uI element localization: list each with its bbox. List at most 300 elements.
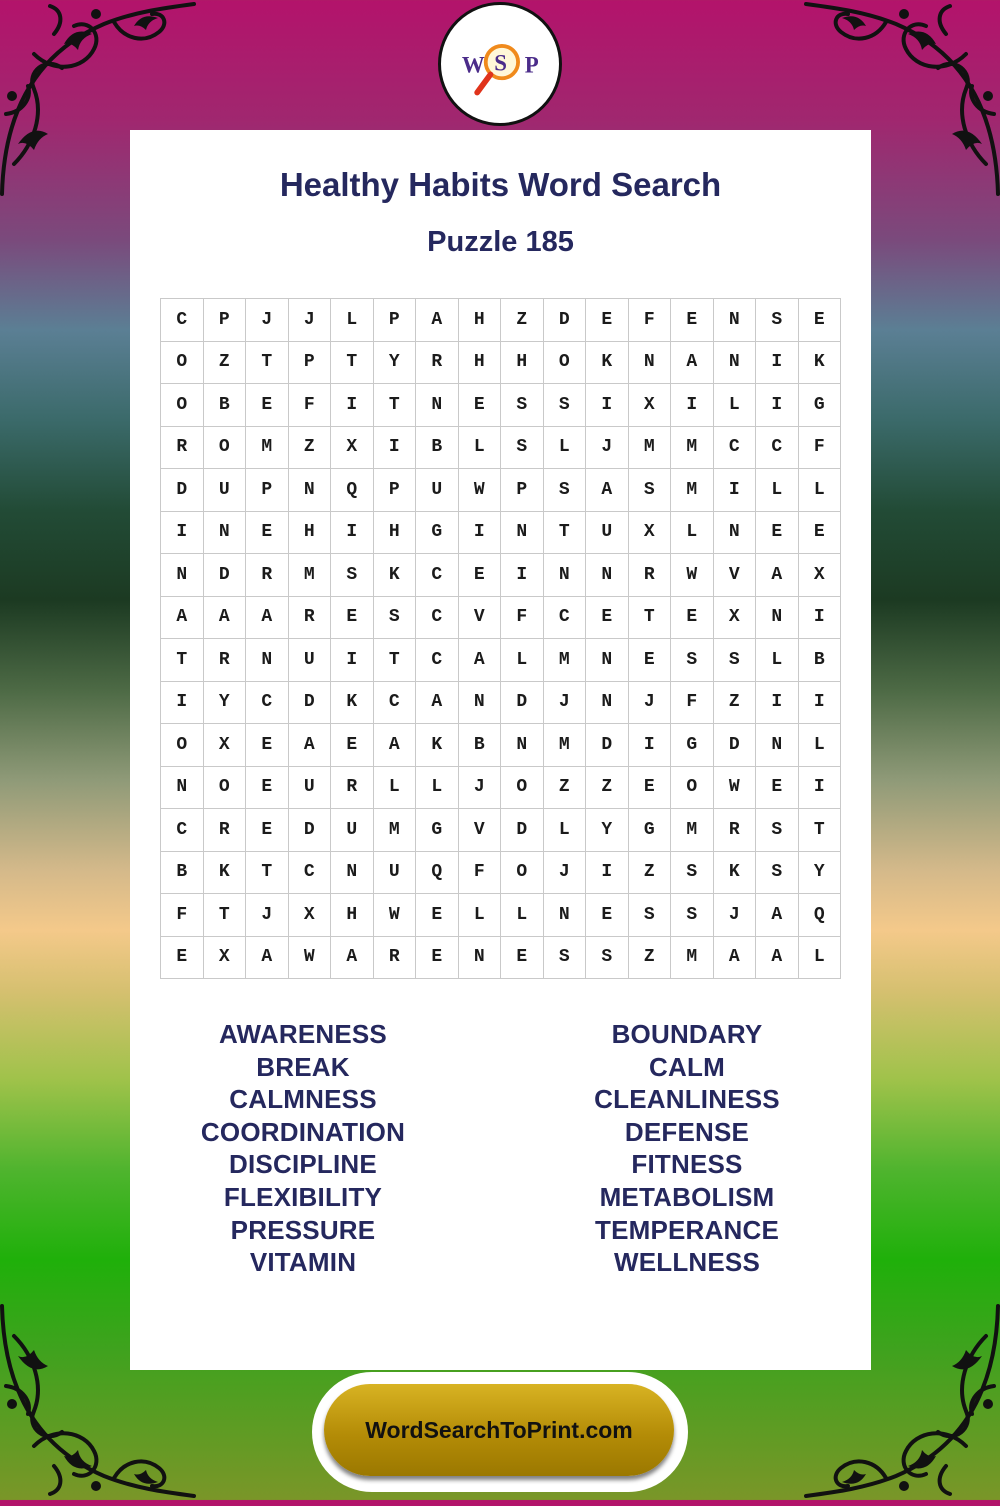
grid-cell[interactable]: S: [713, 639, 756, 682]
grid-cell[interactable]: I: [586, 384, 629, 427]
grid-cell[interactable]: E: [628, 766, 671, 809]
grid-cell[interactable]: N: [458, 936, 501, 979]
grid-cell[interactable]: L: [713, 384, 756, 427]
grid-cell[interactable]: M: [246, 426, 289, 469]
grid-cell[interactable]: A: [161, 596, 204, 639]
grid-cell[interactable]: E: [671, 596, 714, 639]
grid-cell[interactable]: Y: [373, 341, 416, 384]
grid-cell[interactable]: L: [458, 426, 501, 469]
grid-cell[interactable]: A: [373, 724, 416, 767]
grid-cell[interactable]: X: [331, 426, 374, 469]
grid-cell[interactable]: T: [543, 511, 586, 554]
grid-cell[interactable]: K: [373, 554, 416, 597]
grid-cell[interactable]: F: [501, 596, 544, 639]
grid-cell[interactable]: U: [586, 511, 629, 554]
grid-cell[interactable]: F: [161, 894, 204, 937]
word-item: BOUNDARY: [611, 1019, 763, 1049]
grid-cell[interactable]: Z: [628, 936, 671, 979]
grid-row: [161, 936, 841, 979]
grid-cell[interactable]: E: [671, 299, 714, 342]
grid-cell[interactable]: D: [543, 299, 586, 342]
grid-cell[interactable]: E: [756, 511, 799, 554]
grid-cell[interactable]: C: [416, 554, 459, 597]
grid-cell[interactable]: O: [161, 724, 204, 767]
grid-row: [161, 851, 841, 894]
grid-cell[interactable]: P: [501, 469, 544, 512]
grid-cell[interactable]: T: [798, 809, 841, 852]
page-title: Healthy Habits Word Search: [279, 166, 722, 203]
grid-cell[interactable]: L: [501, 639, 544, 682]
grid-cell[interactable]: X: [628, 384, 671, 427]
grid-cell[interactable]: N: [458, 681, 501, 724]
grid-cell[interactable]: K: [416, 724, 459, 767]
grid-cell[interactable]: Z: [628, 851, 671, 894]
wsp-logo: [438, 2, 562, 126]
word-item: BREAK: [256, 1051, 350, 1082]
grid-cell[interactable]: I: [373, 426, 416, 469]
grid-cell[interactable]: U: [331, 809, 374, 852]
grid-cell[interactable]: N: [501, 724, 544, 767]
grid-cell[interactable]: H: [288, 511, 331, 554]
grid-cell[interactable]: E: [756, 766, 799, 809]
grid-cell[interactable]: R: [416, 341, 459, 384]
puzzle-number: Puzzle 185: [427, 226, 574, 258]
grid-cell[interactable]: L: [543, 426, 586, 469]
grid-cell[interactable]: W: [458, 469, 501, 512]
grid-cell[interactable]: R: [713, 809, 756, 852]
grid-cell[interactable]: R: [161, 426, 204, 469]
word-item: CALM: [649, 1051, 725, 1082]
grid-cell[interactable]: A: [458, 639, 501, 682]
grid-row: [161, 681, 841, 724]
grid-cell[interactable]: C: [373, 681, 416, 724]
grid-cell[interactable]: O: [161, 384, 204, 427]
grid-cell[interactable]: E: [246, 809, 289, 852]
grid-row: [161, 469, 841, 512]
svg-text:W: W: [461, 52, 485, 78]
grid-cell[interactable]: L: [416, 766, 459, 809]
word-item: AWARENESS: [219, 1019, 387, 1049]
grid-cell[interactable]: E: [586, 299, 629, 342]
grid-cell[interactable]: Z: [586, 766, 629, 809]
grid-row: [161, 511, 841, 554]
word-item: DISCIPLINE: [229, 1149, 377, 1180]
grid-cell[interactable]: Z: [543, 766, 586, 809]
grid-cell[interactable]: K: [203, 851, 246, 894]
grid-cell[interactable]: Z: [203, 341, 246, 384]
grid-cell[interactable]: N: [543, 894, 586, 937]
grid-cell[interactable]: T: [246, 341, 289, 384]
grid-cell[interactable]: J: [713, 894, 756, 937]
grid-cell[interactable]: C: [416, 596, 459, 639]
grid-cell[interactable]: E: [458, 554, 501, 597]
grid-cell[interactable]: X: [288, 894, 331, 937]
site-url[interactable]: WordSearchToPrint.com: [365, 1416, 633, 1443]
grid-cell[interactable]: E: [628, 639, 671, 682]
grid-cell[interactable]: S: [373, 596, 416, 639]
word-item: CLEANLINESS: [594, 1084, 780, 1115]
grid-cell[interactable]: N: [416, 384, 459, 427]
grid-cell[interactable]: W: [671, 554, 714, 597]
grid-cell[interactable]: U: [373, 851, 416, 894]
grid-cell[interactable]: A: [331, 936, 374, 979]
grid-cell[interactable]: N: [586, 639, 629, 682]
grid-cell[interactable]: H: [458, 299, 501, 342]
grid-cell[interactable]: R: [203, 639, 246, 682]
grid-cell[interactable]: N: [161, 766, 204, 809]
grid-cell[interactable]: J: [543, 851, 586, 894]
grid-cell[interactable]: V: [458, 809, 501, 852]
grid-cell[interactable]: O: [203, 766, 246, 809]
grid-cell[interactable]: A: [756, 936, 799, 979]
grid-cell[interactable]: E: [246, 511, 289, 554]
grid-row: [161, 894, 841, 937]
grid-cell[interactable]: X: [203, 936, 246, 979]
grid-cell[interactable]: S: [756, 299, 799, 342]
grid-cell[interactable]: F: [628, 299, 671, 342]
grid-cell[interactable]: Q: [798, 894, 841, 937]
grid-cell[interactable]: N: [586, 681, 629, 724]
grid-cell[interactable]: E: [586, 596, 629, 639]
grid-cell[interactable]: S: [671, 851, 714, 894]
grid-cell[interactable]: C: [543, 596, 586, 639]
grid-row: [161, 384, 841, 427]
grid-cell[interactable]: T: [373, 384, 416, 427]
grid-cell[interactable]: E: [246, 766, 289, 809]
grid-cell[interactable]: T: [246, 851, 289, 894]
grid-cell[interactable]: G: [671, 724, 714, 767]
grid-cell[interactable]: I: [161, 681, 204, 724]
grid-cell[interactable]: A: [713, 936, 756, 979]
grid-cell[interactable]: G: [416, 809, 459, 852]
grid-cell[interactable]: T: [331, 341, 374, 384]
grid-cell[interactable]: I: [798, 681, 841, 724]
grid-cell[interactable]: Z: [501, 299, 544, 342]
grid-cell[interactable]: F: [458, 851, 501, 894]
grid-cell[interactable]: H: [373, 511, 416, 554]
grid-cell[interactable]: T: [203, 894, 246, 937]
grid-row: [161, 554, 841, 597]
grid-cell[interactable]: N: [713, 511, 756, 554]
grid-cell[interactable]: I: [331, 511, 374, 554]
grid-cell[interactable]: O: [501, 851, 544, 894]
grid-cell[interactable]: S: [501, 426, 544, 469]
grid-cell[interactable]: C: [416, 639, 459, 682]
grid-cell[interactable]: B: [416, 426, 459, 469]
grid-cell[interactable]: N: [331, 851, 374, 894]
grid-cell[interactable]: X: [628, 511, 671, 554]
grid-cell[interactable]: D: [713, 724, 756, 767]
word-item: COORDINATION: [200, 1116, 406, 1147]
word-list-right: [502, 1018, 872, 1279]
grid-cell[interactable]: D: [288, 809, 331, 852]
svg-text:P: P: [524, 52, 539, 78]
word-item: VITAMIN: [249, 1247, 357, 1278]
grid-cell[interactable]: R: [288, 596, 331, 639]
grid-cell[interactable]: R: [628, 554, 671, 597]
grid-cell[interactable]: Y: [586, 809, 629, 852]
grid-cell[interactable]: A: [671, 341, 714, 384]
grid-cell[interactable]: C: [713, 426, 756, 469]
grid-cell[interactable]: N: [161, 554, 204, 597]
grid-cell[interactable]: A: [586, 469, 629, 512]
grid-cell[interactable]: B: [458, 724, 501, 767]
grid-cell[interactable]: K: [713, 851, 756, 894]
grid-cell[interactable]: Y: [798, 851, 841, 894]
grid-cell[interactable]: D: [203, 554, 246, 597]
grid-cell[interactable]: E: [246, 724, 289, 767]
grid-cell[interactable]: J: [246, 894, 289, 937]
grid-cell[interactable]: L: [671, 511, 714, 554]
grid-cell[interactable]: A: [246, 936, 289, 979]
grid-cell[interactable]: I: [586, 851, 629, 894]
grid-cell[interactable]: L: [798, 936, 841, 979]
grid-cell[interactable]: I: [161, 511, 204, 554]
grid-cell[interactable]: A: [246, 596, 289, 639]
grid-cell[interactable]: X: [203, 724, 246, 767]
grid-cell[interactable]: G: [416, 511, 459, 554]
grid-row: [161, 724, 841, 767]
grid-cell[interactable]: E: [416, 936, 459, 979]
word-item: METABOLISM: [599, 1181, 775, 1212]
grid-cell[interactable]: P: [373, 299, 416, 342]
grid-cell[interactable]: N: [628, 341, 671, 384]
grid-cell[interactable]: S: [628, 894, 671, 937]
grid-cell[interactable]: O: [161, 341, 204, 384]
grid-cell[interactable]: T: [628, 596, 671, 639]
grid-cell[interactable]: F: [798, 426, 841, 469]
grid-cell[interactable]: H: [458, 341, 501, 384]
grid-cell[interactable]: S: [671, 639, 714, 682]
grid-cell[interactable]: L: [756, 639, 799, 682]
grid-cell[interactable]: S: [331, 554, 374, 597]
grid-cell[interactable]: E: [798, 511, 841, 554]
grid-cell[interactable]: I: [756, 384, 799, 427]
grid-cell[interactable]: I: [331, 384, 374, 427]
grid-cell[interactable]: L: [543, 809, 586, 852]
grid-cell[interactable]: Y: [203, 681, 246, 724]
grid-cell[interactable]: G: [798, 384, 841, 427]
grid-cell[interactable]: Q: [331, 469, 374, 512]
grid-cell[interactable]: P: [373, 469, 416, 512]
grid-cell[interactable]: P: [246, 469, 289, 512]
grid-row: [161, 299, 841, 342]
grid-row: [161, 766, 841, 809]
grid-row: [161, 639, 841, 682]
grid-cell[interactable]: C: [161, 299, 204, 342]
grid-cell[interactable]: U: [416, 469, 459, 512]
grid-cell[interactable]: M: [543, 639, 586, 682]
grid-cell[interactable]: H: [331, 894, 374, 937]
grid-cell[interactable]: L: [331, 299, 374, 342]
grid-cell[interactable]: A: [756, 894, 799, 937]
grid-cell[interactable]: D: [161, 469, 204, 512]
grid-cell[interactable]: J: [458, 766, 501, 809]
grid-cell[interactable]: N: [713, 299, 756, 342]
grid-cell[interactable]: E: [416, 894, 459, 937]
grid-cell[interactable]: I: [458, 511, 501, 554]
grid-cell[interactable]: B: [798, 639, 841, 682]
grid-cell[interactable]: H: [501, 341, 544, 384]
grid-cell[interactable]: O: [203, 426, 246, 469]
grid-cell[interactable]: N: [586, 554, 629, 597]
grid-cell[interactable]: N: [203, 511, 246, 554]
grid-cell[interactable]: X: [798, 554, 841, 597]
grid-cell[interactable]: M: [628, 426, 671, 469]
grid-cell[interactable]: L: [798, 469, 841, 512]
grid-cell[interactable]: K: [798, 341, 841, 384]
grid-cell[interactable]: D: [288, 681, 331, 724]
grid-cell[interactable]: W: [288, 936, 331, 979]
grid-cell[interactable]: D: [501, 809, 544, 852]
grid-cell[interactable]: W: [373, 894, 416, 937]
word-item: PRESSURE: [230, 1214, 376, 1245]
grid-cell[interactable]: S: [628, 469, 671, 512]
grid-row: [161, 809, 841, 852]
grid-cell[interactable]: N: [713, 341, 756, 384]
word-list-left: [118, 1018, 488, 1279]
grid-cell[interactable]: R: [203, 809, 246, 852]
grid-cell[interactable]: W: [713, 766, 756, 809]
grid-cell[interactable]: N: [756, 724, 799, 767]
grid-cell[interactable]: G: [628, 809, 671, 852]
grid-cell[interactable]: S: [543, 384, 586, 427]
grid-cell[interactable]: U: [288, 766, 331, 809]
grid-cell[interactable]: C: [288, 851, 331, 894]
grid-cell[interactable]: M: [543, 724, 586, 767]
grid-cell[interactable]: E: [798, 299, 841, 342]
grid-cell[interactable]: A: [756, 554, 799, 597]
word-item: TEMPERANCE: [594, 1214, 779, 1245]
grid-row: [161, 426, 841, 469]
grid-cell[interactable]: I: [671, 384, 714, 427]
grid-cell[interactable]: O: [501, 766, 544, 809]
grid-row: [161, 596, 841, 639]
grid-cell[interactable]: C: [756, 426, 799, 469]
grid-cell[interactable]: I: [501, 554, 544, 597]
grid-cell[interactable]: L: [798, 724, 841, 767]
grid-cell[interactable]: S: [501, 384, 544, 427]
grid-cell[interactable]: D: [586, 724, 629, 767]
grid-cell[interactable]: R: [331, 766, 374, 809]
grid-cell[interactable]: M: [288, 554, 331, 597]
grid-cell[interactable]: S: [756, 851, 799, 894]
grid-cell[interactable]: F: [288, 384, 331, 427]
grid-cell[interactable]: S: [543, 936, 586, 979]
grid-cell[interactable]: L: [458, 894, 501, 937]
grid-cell[interactable]: E: [501, 936, 544, 979]
grid-cell[interactable]: J: [246, 299, 289, 342]
grid-cell[interactable]: N: [246, 639, 289, 682]
grid-cell[interactable]: O: [543, 341, 586, 384]
grid-cell[interactable]: M: [671, 426, 714, 469]
grid-cell[interactable]: Z: [713, 681, 756, 724]
grid-cell[interactable]: S: [543, 469, 586, 512]
grid-cell[interactable]: L: [501, 894, 544, 937]
grid-cell[interactable]: E: [331, 724, 374, 767]
grid-cell[interactable]: D: [501, 681, 544, 724]
svg-text:S: S: [494, 50, 507, 76]
grid-cell[interactable]: K: [586, 341, 629, 384]
grid-cell[interactable]: E: [586, 894, 629, 937]
grid-cell[interactable]: M: [671, 809, 714, 852]
grid-cell[interactable]: V: [713, 554, 756, 597]
grid-cell[interactable]: N: [543, 554, 586, 597]
grid-cell[interactable]: J: [288, 299, 331, 342]
grid-cell[interactable]: U: [288, 639, 331, 682]
word-item: FITNESS: [631, 1149, 743, 1180]
grid-cell[interactable]: R: [246, 554, 289, 597]
grid-cell[interactable]: J: [543, 681, 586, 724]
grid-cell[interactable]: L: [756, 469, 799, 512]
site-pill: [324, 1384, 674, 1476]
grid-cell[interactable]: I: [798, 596, 841, 639]
grid-cell[interactable]: B: [161, 851, 204, 894]
word-item: WELLNESS: [613, 1247, 761, 1278]
grid-cell[interactable]: A: [203, 596, 246, 639]
grid-cell[interactable]: E: [161, 936, 204, 979]
grid-cell[interactable]: L: [373, 766, 416, 809]
grid-cell[interactable]: B: [203, 384, 246, 427]
grid-cell[interactable]: J: [586, 426, 629, 469]
grid-cell[interactable]: J: [628, 681, 671, 724]
grid-cell[interactable]: C: [161, 809, 204, 852]
grid-cell[interactable]: E: [458, 384, 501, 427]
grid-cell[interactable]: I: [798, 766, 841, 809]
grid-cell[interactable]: Z: [288, 426, 331, 469]
grid-cell[interactable]: A: [416, 681, 459, 724]
grid-cell[interactable]: I: [628, 724, 671, 767]
grid-cell[interactable]: K: [331, 681, 374, 724]
word-item: FLEXIBILITY: [223, 1181, 383, 1212]
grid-cell[interactable]: M: [671, 469, 714, 512]
grid-cell[interactable]: P: [288, 341, 331, 384]
grid-cell[interactable]: I: [713, 469, 756, 512]
grid-cell[interactable]: V: [458, 596, 501, 639]
grid-cell[interactable]: F: [671, 681, 714, 724]
grid-cell[interactable]: S: [756, 809, 799, 852]
grid-cell[interactable]: E: [246, 384, 289, 427]
grid-cell[interactable]: X: [713, 596, 756, 639]
grid-cell[interactable]: E: [331, 596, 374, 639]
grid-cell[interactable]: A: [416, 299, 459, 342]
grid-cell[interactable]: R: [373, 936, 416, 979]
grid-cell[interactable]: P: [203, 299, 246, 342]
grid-cell[interactable]: S: [671, 894, 714, 937]
grid-cell[interactable]: T: [373, 639, 416, 682]
grid-cell[interactable]: N: [288, 469, 331, 512]
letter-grid: [160, 298, 841, 979]
grid-cell[interactable]: M: [373, 809, 416, 852]
grid-cell[interactable]: T: [161, 639, 204, 682]
grid-cell[interactable]: Q: [416, 851, 459, 894]
grid-cell[interactable]: C: [246, 681, 289, 724]
grid-cell[interactable]: N: [501, 511, 544, 554]
word-item: DEFENSE: [624, 1116, 750, 1147]
grid-cell[interactable]: N: [756, 596, 799, 639]
grid-cell[interactable]: M: [671, 936, 714, 979]
grid-cell[interactable]: U: [203, 469, 246, 512]
grid-cell[interactable]: I: [756, 341, 799, 384]
grid-cell[interactable]: S: [586, 936, 629, 979]
grid-row: [161, 341, 841, 384]
grid-cell[interactable]: A: [288, 724, 331, 767]
word-item: CALMNESS: [229, 1084, 377, 1115]
grid-cell[interactable]: O: [671, 766, 714, 809]
grid-cell[interactable]: I: [756, 681, 799, 724]
site-badge[interactable]: [312, 1372, 688, 1492]
grid-cell[interactable]: I: [331, 639, 374, 682]
